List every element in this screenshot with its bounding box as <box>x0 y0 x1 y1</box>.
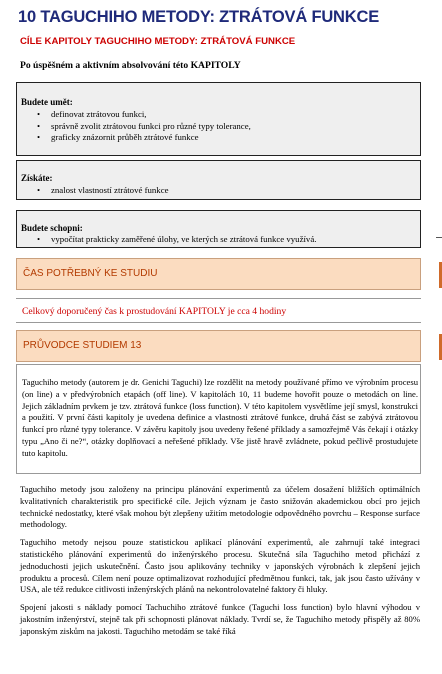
gain-list <box>17 185 169 197</box>
list-item: • vypočítat prakticky zaměřené úlohy, ve kterých se ztrátová funkce využívá. <box>37 234 316 246</box>
goals-heading: CÍLE KAPITOLY TAGUCHIHO METODY: ZTRÁTOVÁ FUNKCE <box>20 36 296 47</box>
paragraph: Taguchiho metody jsou založeny na principu plánování experimentů za účelem dosažení bližších optimálních kvalitativních charakteristik pro specifické cíle. Jejich význam je často snižován akademickou obcí pro jejich technické nedostatky, které však mohou být zlepšeny užitím metodologie odpovědného povrchu – Response surface methodology. <box>20 484 420 530</box>
paragraph: Spojení jakosti s náklady pomocí Tachuchiho ztrátové funkce (Taguchi loss function) bylo hlavní výhodou v jakostním inženýrství, stejně tak při schopnosti plánovat náklady. Tvrdí se, že Taguchiho metody přispěly až 80% japonským ziskům na jakosti. Taguchiho metodám se také říká <box>20 602 420 636</box>
guide-section-header <box>16 330 421 362</box>
list-item: • znalost vlastností ztrátové funkce <box>37 185 169 197</box>
list-item: • definovat ztrátovou funkci, <box>37 109 251 121</box>
guide-box <box>16 364 421 474</box>
list-item: • graficky znázornit průběh ztrátové funkce <box>37 132 251 144</box>
list-item: • správně zvolit ztrátovou funkci pro různé typy tolerance, <box>37 121 251 133</box>
time-section-header <box>16 258 421 290</box>
divider <box>16 322 421 323</box>
able-box <box>16 210 421 248</box>
guide-section-title: PRŮVODCE STUDIEM 13 <box>23 340 142 351</box>
chapter-title: 10 TAGUCHIHO METODY: ZTRÁTOVÁ FUNKCE <box>18 8 380 26</box>
goals-intro: Po úspěšném a aktivním absolvování této KAPITOLY <box>20 60 241 71</box>
gain-box <box>16 160 421 200</box>
guide-text: Taguchiho metody (autorem je dr. Genichi Taguchi) lze rozdělit na metody používané přímo ve výrobním procesu (on line) a v předvýrobních etapách (off line). V kapitolách 10, 11 budeme hovořit pouze o metodách on line. Jejich základním prvkem je tzv. ztrátová funkce (loss function). V této kapitolem vysvětlíme její smysl, konstrukci a použití. V první části kapitoly je uvedena definice a vlastnosti ztrátové funkce, druhá část se zabývá ztrátovou funkcí pro různé typy tolerance. V závěru kapitoly jsou uvedeny řešené příklady a samozřejmě Vás čekají i otázky typu „Ano či ne?“, otázky doplňovací a neřešené příklady. Vše jistě hravě zvládnete, pokud pečlivě prostudujete tuto kapitolu. <box>22 377 418 458</box>
time-section-text: Celkový doporučený čas k prostudování KAPITOLY je cca 4 hodiny <box>22 306 287 317</box>
able-title: Budete schopni: <box>21 223 83 233</box>
edge-mark <box>436 237 442 238</box>
skills-box <box>16 82 421 156</box>
divider <box>16 298 421 299</box>
skills-title: Budete umět: <box>21 97 73 107</box>
time-section-title: ČAS POTŘEBNÝ KE STUDIU <box>23 268 158 279</box>
able-list <box>17 234 316 246</box>
paragraph: Taguchiho metody nejsou pouze statistickou aplikací plánování experimentů, ale zahrnují také integraci statistického plánování experimentů do inženýrského procesu. Skutečná síla Taguchiho metod přichází z jednoduchosti jejich uskutečnění. Často jsou aplikovány techniky v japonských výrobnách k zlepšení jejich produktu a procesů. Cílem není pouze optimalizovat rozhodující předmětnou funkci, tak, jak jsou často užívány v USA, ale též redukce citlivosti inženýrských plánů na nekontrolovatelné faktory či hluky. <box>20 537 420 595</box>
skills-list <box>17 109 251 144</box>
body-text <box>20 484 420 644</box>
gain-title: Získáte: <box>21 173 53 183</box>
